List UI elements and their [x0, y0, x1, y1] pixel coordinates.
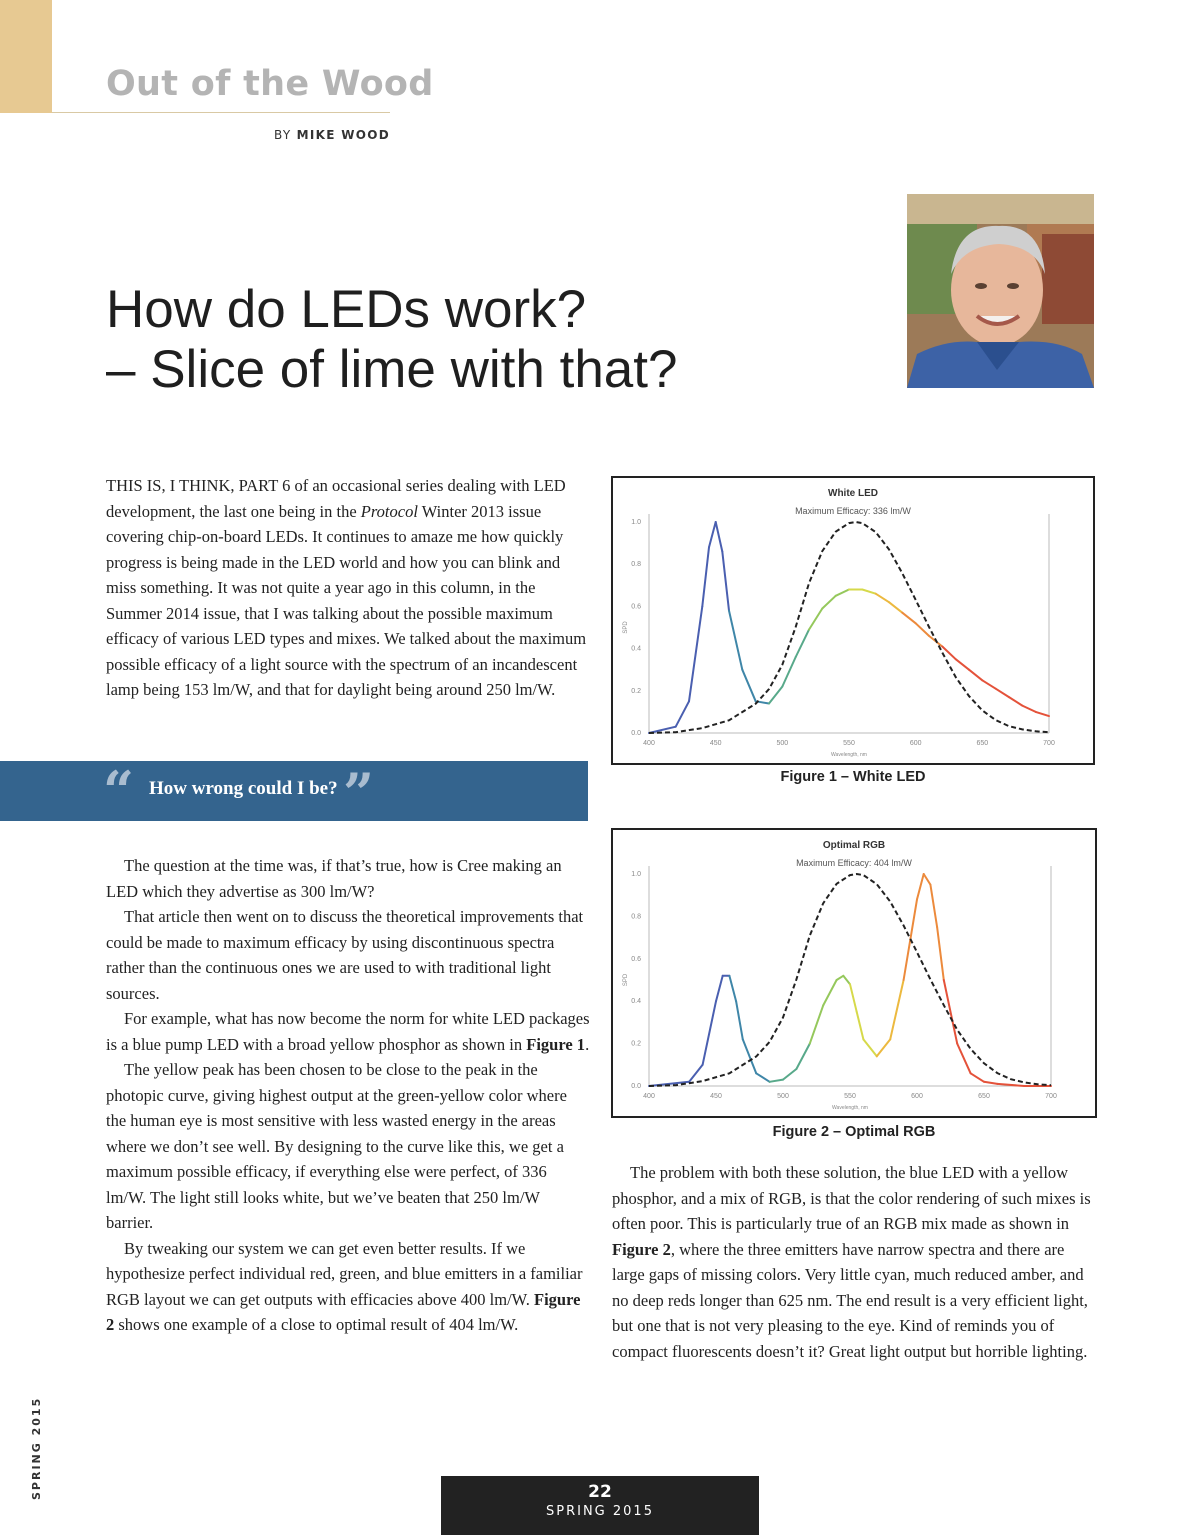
spectrum-segment [810, 1005, 823, 1043]
x-tick-label: 600 [909, 740, 922, 747]
intro-publication-name: Protocol [360, 501, 418, 521]
x-tick-label: 450 [709, 740, 722, 747]
y-tick-label: 0.4 [631, 998, 641, 1006]
section-title-rule [52, 112, 390, 113]
spectrum-segment [857, 1012, 864, 1040]
spectrum-segment [769, 687, 782, 704]
spectrum-segment [944, 980, 957, 1044]
y-axis-label: SPD [623, 621, 629, 634]
page-footer [441, 1476, 759, 1535]
spectrum-segment [969, 670, 982, 681]
pullquote-text: How wrong could I be? [149, 778, 338, 799]
y-tick-label: 1.0 [631, 519, 641, 526]
intro-text-start: THIS IS, I THINK, PART 6 of an occasional series dealing with LED development, the last one being in the [106, 476, 566, 521]
spectrum-segment [902, 613, 915, 624]
spectrum-segment [722, 552, 729, 611]
chart-subtitle: Maximum Efficacy: 336 lm/W [795, 506, 911, 516]
spectrum-segment [1036, 712, 1049, 716]
spectrum-segment [942, 647, 955, 660]
footer-issue: SPRING 2015 [546, 1504, 654, 1519]
spectrum-segment [863, 1039, 876, 1056]
y-tick-label: 0.0 [631, 1083, 641, 1090]
chart-white-led [613, 478, 1093, 763]
spectrum-segment [716, 976, 723, 1001]
paragraph-text: For example, what has now become the norm for white LED packages is a blue pump LED with a broad yellow phosphor as shown in [106, 1009, 590, 1054]
chart-title: Optimal RGB [822, 840, 886, 851]
article-headline [106, 280, 677, 400]
spectrum-segment [924, 874, 931, 885]
spectrum-segment [676, 701, 689, 726]
figure-reference: Figure 2 [106, 1289, 581, 1334]
x-tick-label: 500 [777, 1093, 789, 1100]
spectrum-segment [796, 630, 809, 657]
vertical-issue-label: SPRING 2015 [30, 1396, 43, 1500]
body-column-right [612, 1160, 1098, 1364]
byline [274, 128, 390, 142]
chart-subtitle: Maximum Efficacy: 404 lm/W [796, 858, 912, 868]
spectrum-segment [843, 976, 850, 984]
paragraph [106, 1236, 590, 1338]
spectrum-segment [729, 611, 742, 670]
spectrum-segment [877, 1039, 890, 1056]
x-tick-label: 550 [844, 1093, 856, 1100]
y-tick-label: 0.6 [631, 955, 641, 963]
paragraph: The question at the time was, if that’s true, how is Cree making an LED which they advertise as 300 lm/W? [106, 856, 562, 901]
spectrum-segment [836, 590, 849, 596]
body-column-left [106, 853, 590, 1338]
spectrum-segment [736, 1001, 743, 1039]
spectrum-segment [996, 689, 1009, 697]
chart-optimal-rgb [613, 830, 1095, 1116]
author-portrait-image [907, 194, 1094, 388]
spectrum-segment [930, 885, 937, 927]
spectrum-segment [689, 606, 702, 701]
y-tick-label: 1.0 [631, 871, 641, 878]
x-axis-label: Wavelength, nm [831, 752, 867, 758]
spectrum-segment [783, 1069, 796, 1080]
paragraph [106, 1006, 590, 1057]
x-tick-label: 450 [710, 1093, 722, 1100]
paragraph-text: . [585, 1034, 590, 1054]
y-tick-label: 0.0 [631, 730, 641, 737]
spectrum-segment [862, 590, 875, 594]
spectrum-segment [809, 609, 822, 630]
open-quote-icon: “ [103, 759, 135, 823]
byline-prefix: BY [273, 128, 292, 142]
byline-author: MIKE WOOD [296, 128, 390, 142]
x-tick-label: 550 [843, 740, 855, 747]
spectrum-segment [982, 680, 995, 688]
spectrum-segment [729, 976, 736, 1001]
spectrum-segment [850, 984, 857, 1012]
spectrum-segment [937, 927, 944, 980]
spectrum-segment [756, 1073, 769, 1082]
x-tick-label: 650 [976, 740, 989, 747]
figure-2-optimal-rgb-chart [611, 828, 1097, 1118]
spectrum-segment [890, 980, 903, 1039]
spectrum-segment [770, 1080, 783, 1082]
spectrum-segment [709, 522, 716, 547]
spectrum-segment [716, 522, 723, 552]
spectrum-segment [703, 1001, 716, 1065]
figure-reference: Figure 2 [612, 1239, 671, 1259]
spectrum-segment [916, 623, 929, 636]
spectrum-segment [742, 670, 755, 702]
spectrum-segment [1009, 697, 1022, 706]
spectrum-segment [876, 594, 889, 603]
x-tick-label: 700 [1045, 1093, 1057, 1100]
spectrum-segment [889, 602, 902, 613]
x-tick-label: 400 [643, 740, 655, 747]
x-tick-label: 700 [1043, 740, 1055, 747]
close-quote-icon: ” [343, 761, 375, 825]
y-tick-label: 0.4 [631, 645, 641, 653]
spectrum-segment [823, 980, 836, 1005]
x-tick-label: 400 [643, 1093, 655, 1100]
spectrum-segment [743, 1039, 756, 1073]
spectrum-segment [956, 659, 969, 670]
intro-text-end: Winter 2013 issue covering chip-on-board LEDs. It continues to amaze me how quickly progress is being made in the LED world and how you can blink and miss something. It was not quite a year ago in this column, in the Summer 2014 issue, that I was talking about the possible maximum efficacy of various LED types and mixes. We talked about the maximum possible efficacy of a light source with the spectrum of an incandescent lamp being 153 lm/W, and that for daylight being around 250 lm/W. [106, 501, 587, 699]
page-number: 22 [588, 1482, 612, 1502]
author-photo [907, 194, 1094, 388]
spectrum-segment [1022, 706, 1035, 712]
spectrum-segment [702, 547, 709, 606]
y-tick-label: 0.6 [631, 603, 641, 611]
paragraph-text: By tweaking our system we can get even better results. If we hypothesize perfect individual red, green, and blue emitters in a familiar RGB layout we can get outputs with efficacies above 400 lm/W. [106, 1238, 583, 1309]
figure-1-caption: Figure 1 – White LED [780, 769, 926, 785]
x-axis-label: Wavelength, nm [832, 1105, 868, 1111]
spectrum-segment [796, 1044, 809, 1069]
photopic-curve-line [649, 874, 1051, 1086]
y-tick-label: 0.8 [631, 561, 641, 569]
spectrum-segment [689, 1065, 702, 1082]
spectrum-segment [917, 874, 924, 899]
section-accent-block [0, 0, 52, 113]
paragraph [612, 1160, 1098, 1364]
paragraph-text: The problem with both these solution, the blue LED with a yellow phosphor, and a mix of RGB, is that the color rendering of such mixes is often poor. This is particularly true of an RGB mix made as shown in [612, 1163, 1091, 1233]
spectrum-segment [984, 1082, 997, 1084]
y-tick-label: 0.2 [631, 1040, 641, 1048]
paragraph: That article then went on to discuss the theoretical improvements that could be made to maximum efficacy by using discontinuous spectra rather than the continuous ones we are used to with traditional light sources. [106, 907, 584, 1003]
spectrum-segment [837, 976, 844, 980]
headline-line-2: – Slice of lime with that? [106, 340, 678, 399]
x-tick-label: 600 [911, 1093, 923, 1100]
chart-title: White LED [828, 488, 878, 499]
intro-paragraph [106, 473, 588, 703]
x-tick-label: 650 [978, 1093, 990, 1100]
headline-line-1: How do LEDs work? [106, 280, 587, 339]
spectrum-segment [971, 1073, 984, 1082]
figure-1-white-led-chart [611, 476, 1095, 765]
section-title: Out of the Wood [106, 64, 434, 104]
figure-reference: Figure 1 [526, 1034, 586, 1054]
y-tick-label: 0.8 [631, 913, 641, 921]
y-axis-label: SPD [623, 973, 629, 987]
paragraph-text: shows one example of a close to optimal result of 404 lm/W. [114, 1315, 519, 1334]
paragraph: The yellow peak has been chosen to be close to the peak in the photopic curve, giving highest output at the green-yellow color where the human eye is most sensitive with less wasted energy in the areas where we don’t see well. By designing to the curve like this, we get a maximum possible efficacy, if everything else were perfect, of 336 lm/W. The light still looks white, but we’ve beaten that 250 lm/W barrier. [106, 1060, 567, 1232]
spectrum-segment [822, 596, 835, 609]
y-tick-label: 0.2 [631, 687, 641, 695]
paragraph-text: , where the three emitters have narrow spectra and there are large gaps of missing colors. Very little cyan, much reduced amber, and no deep reds longer than 625 nm. The end result is a very efficient light, but one that is not very pleasing to the eye. Kind of reminds you of compact fluorescents doesn’t it? Great light output but horrible lighting. [612, 1239, 1088, 1361]
figure-2-caption: Figure 2 – Optimal RGB [772, 1124, 936, 1140]
spectrum-segment [957, 1044, 970, 1074]
x-tick-label: 500 [776, 740, 789, 747]
